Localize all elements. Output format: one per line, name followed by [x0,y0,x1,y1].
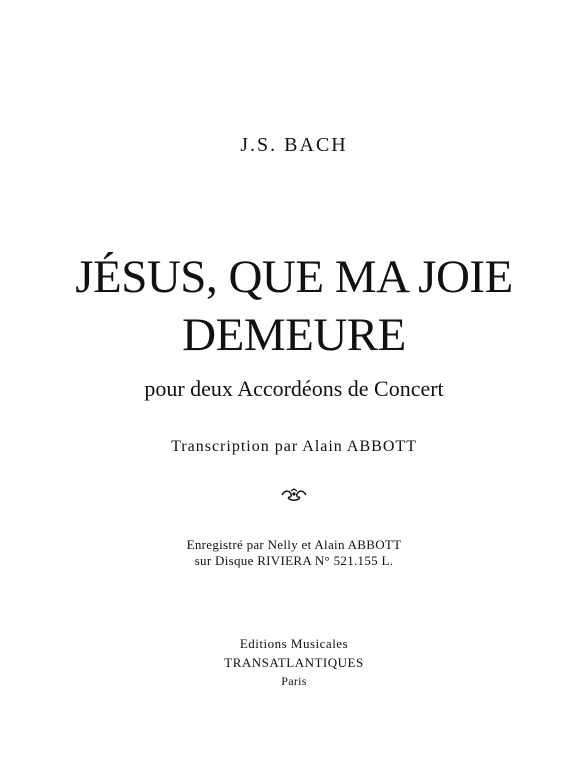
publisher-line-2: TRANSATLANTIQUES [224,655,364,670]
fleuron-ornament-icon [280,488,308,502]
work-title-line-2: DEMEURE [182,309,406,361]
transcription-credit: Transcription par Alain ABBOTT [171,438,417,455]
work-title-line-1: JÉSUS, QUE MA JOIE [75,251,513,303]
publisher-city: Paris [281,674,307,688]
composer-name: J.S. BACH [240,134,348,156]
publisher-line-1: Editions Musicales [239,636,349,651]
recording-credit-line-1: Enregistré par Nelly et Alain ABBOTT [186,537,402,552]
instrumentation-subtitle: pour deux Accordéons de Concert [144,376,444,401]
recording-credit-line-2: sur Disque RIVIERA N° 521.155 L. [194,553,394,568]
